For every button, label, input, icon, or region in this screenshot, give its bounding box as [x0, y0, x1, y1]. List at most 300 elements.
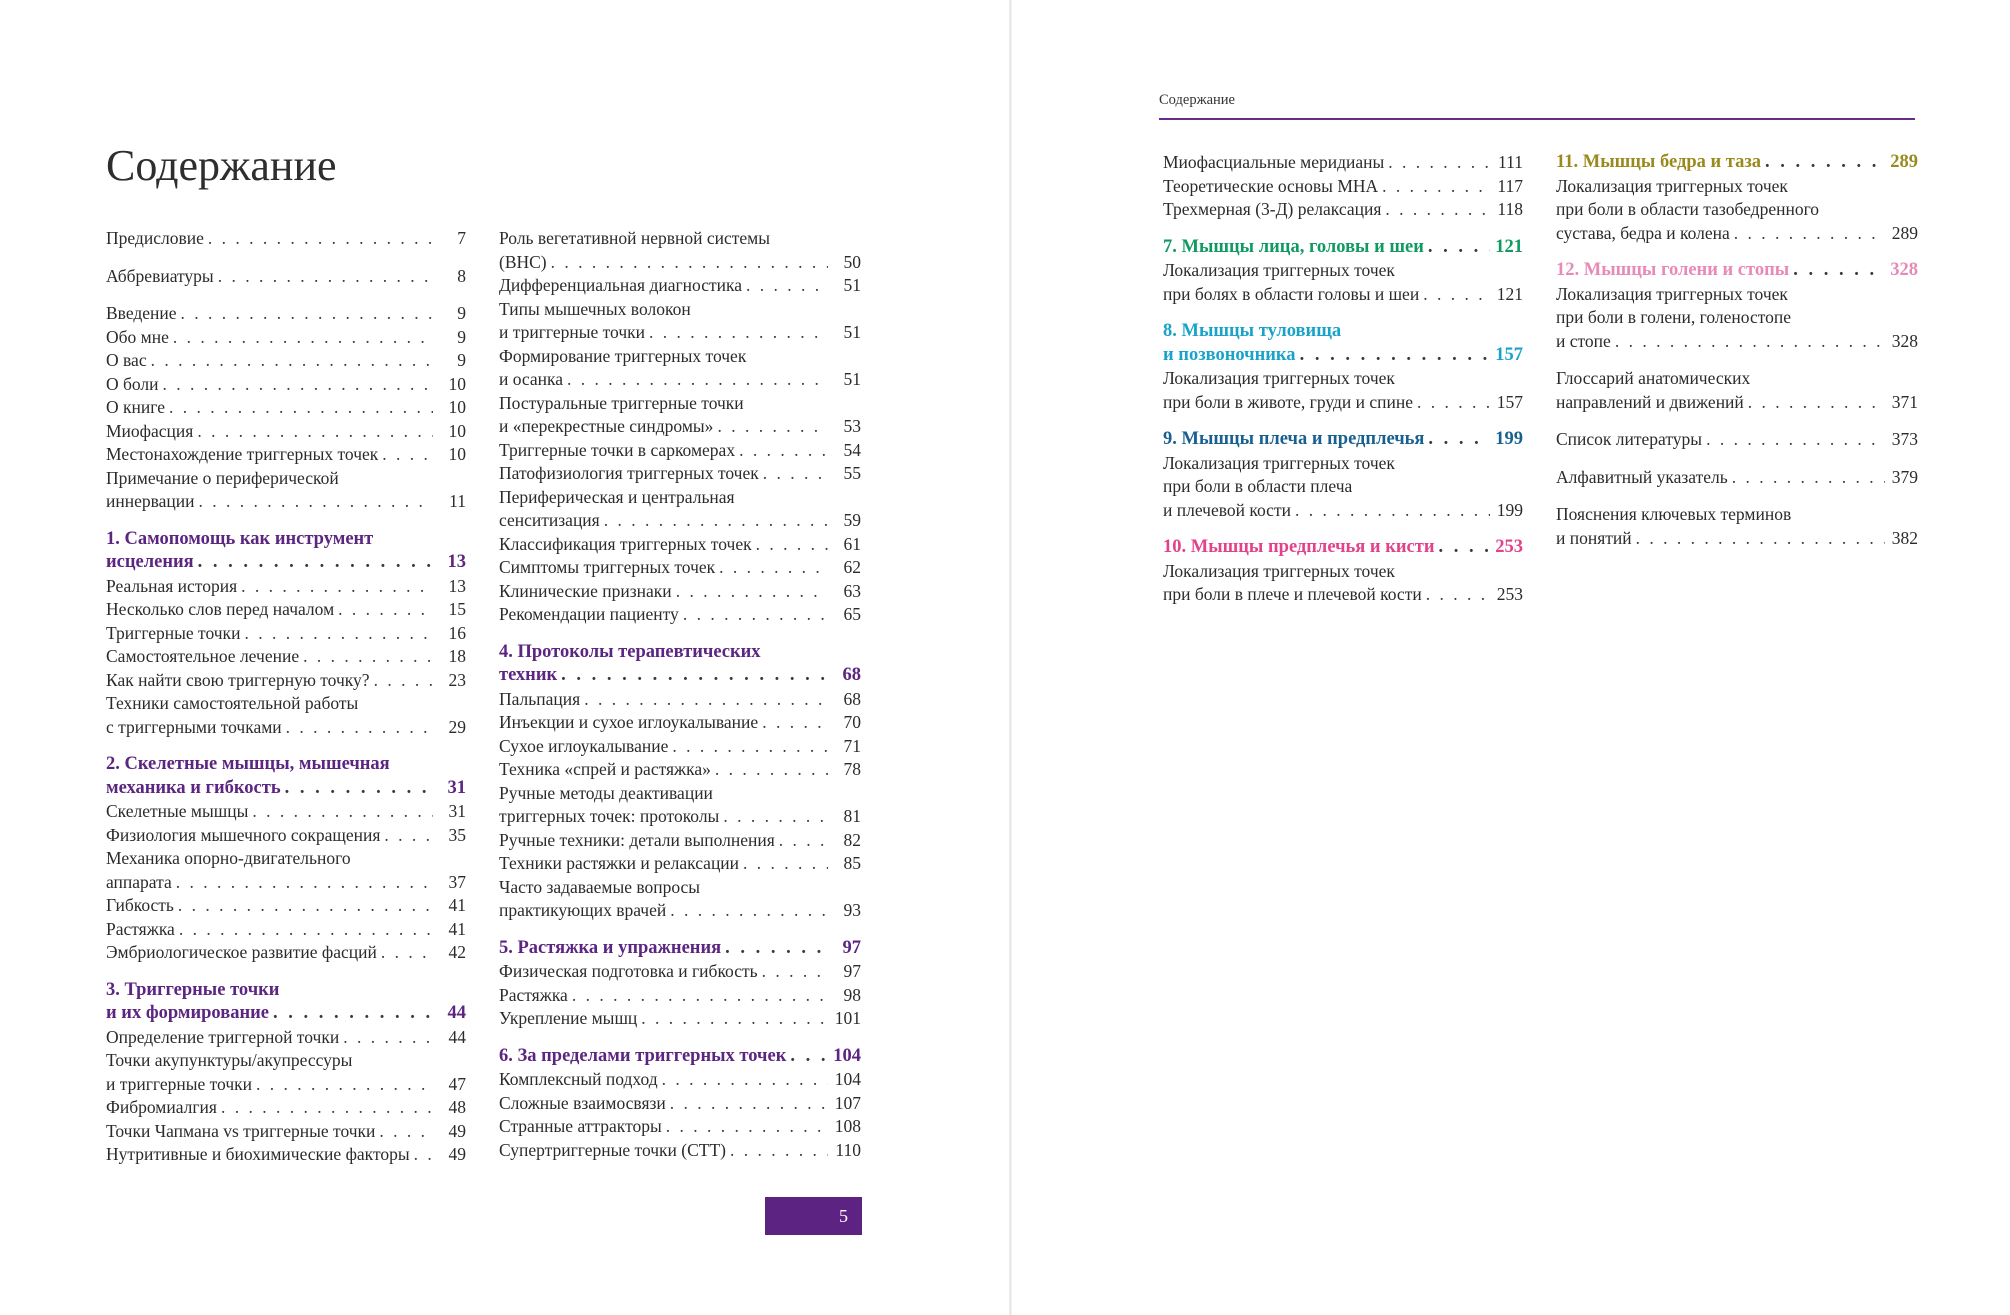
toc-entry-title-line: триггерных точек: протоколы	[499, 806, 720, 826]
toc-entry-title-line: и осанка	[499, 369, 564, 389]
toc-entry[interactable]	[106, 941, 466, 965]
toc-entry-row	[106, 227, 466, 251]
toc-page-number: 13	[448, 575, 466, 596]
toc-entry[interactable]	[1163, 452, 1523, 523]
dot-leader	[1428, 428, 1490, 452]
toc-entry-title-line: Локализация триггерных точек	[1163, 368, 1395, 388]
dot-leader	[572, 984, 828, 1008]
toc-page-number: 104	[834, 1069, 861, 1089]
toc-entry-row	[1556, 428, 1918, 452]
toc-entry-title-line: Сухое иглоукалывание	[499, 735, 669, 756]
toc-entry-title-line: Дифференциальная диагностика	[499, 275, 743, 295]
toc-entry[interactable]	[499, 1115, 861, 1139]
toc-entry[interactable]	[1163, 198, 1523, 222]
toc-entry-row	[499, 852, 861, 876]
toc-entry-row	[499, 415, 861, 439]
toc-entry-title-line: и триггерные точки	[106, 1073, 253, 1094]
toc-entry[interactable]	[1556, 283, 1918, 354]
toc-page-number: 9	[457, 350, 466, 370]
toc-entry-title-line: и «перекрестные синдромы»	[499, 416, 714, 436]
toc-entry-title-line: Реальная история	[106, 575, 238, 596]
toc-entry-row	[499, 439, 861, 463]
dot-leader	[338, 598, 433, 622]
toc-entry[interactable]	[106, 1096, 466, 1120]
dot-leader	[221, 1096, 433, 1120]
toc-page-number: 382	[1891, 527, 1918, 548]
toc-entry[interactable]	[499, 298, 861, 345]
dot-leader	[739, 439, 828, 463]
toc-entry-row	[106, 1002, 466, 1026]
toc-entry-row	[499, 251, 861, 275]
dot-leader	[1706, 428, 1885, 452]
dot-leader	[1417, 391, 1490, 415]
toc-entry-title-line: Предисловие	[106, 228, 204, 248]
toc-entry-title-line: Точки акупунктуры/акупрессуры	[106, 1050, 353, 1070]
toc-page-number: 63	[843, 580, 861, 601]
toc-page-number: 65	[843, 604, 861, 624]
toc-chapter-entry[interactable]	[1163, 536, 1523, 560]
toc-entry-row	[1163, 536, 1523, 560]
toc-entry-title-line: Комплексный подход	[499, 1069, 658, 1089]
toc-chapter-entry[interactable]	[499, 937, 861, 961]
toc-entry[interactable]	[499, 1068, 861, 1092]
toc-entry-title-line: Роль вегетативной нервной системы	[499, 228, 771, 248]
toc-entry-title-line: 10. Мышцы предплечья и кисти	[1163, 537, 1435, 557]
toc-entry-title-line: исцеления	[106, 552, 194, 572]
toc-entry-title-line: направлений и движений	[1556, 391, 1744, 412]
toc-entry[interactable]	[106, 847, 466, 894]
toc-page-number: 117	[1497, 175, 1523, 196]
toc-chapter-entry[interactable]	[1163, 236, 1523, 260]
toc-chapter-entry[interactable]	[1556, 151, 1918, 175]
toc-entry[interactable]	[499, 603, 861, 627]
toc-entry[interactable]	[499, 852, 861, 876]
toc-page-number: 78	[843, 759, 861, 779]
toc-entry-row	[1163, 583, 1523, 607]
toc-page-number: 108	[834, 1116, 861, 1136]
toc-page-number: 31	[448, 801, 466, 821]
toc-page-number: 289	[1891, 222, 1918, 243]
toc-entry[interactable]	[499, 1007, 861, 1031]
dot-leader	[676, 580, 828, 604]
toc-entry-row	[499, 711, 861, 735]
toc-entry-row	[499, 321, 861, 345]
running-header: Содержание	[1159, 92, 1235, 108]
dot-leader	[662, 1068, 828, 1092]
dot-leader	[725, 937, 828, 961]
dot-leader	[414, 1143, 433, 1167]
header-rule	[1159, 118, 1915, 120]
toc-page-number: 68	[842, 665, 861, 685]
dot-leader	[551, 251, 828, 275]
toc-page-number: 157	[1496, 391, 1523, 412]
toc-page-number: 110	[835, 1139, 861, 1160]
toc-page-number: 101	[834, 1008, 861, 1028]
toc-entry-title-line: 4. Протоколы терапевтических	[499, 641, 761, 662]
dot-leader	[181, 302, 433, 326]
toc-entry-title-line: и триггерные точки	[499, 322, 646, 342]
toc-entry[interactable]	[499, 782, 861, 829]
toc-entry-title-line: Скелетные мышцы	[106, 801, 249, 821]
dot-leader	[1615, 330, 1885, 354]
dot-leader	[197, 420, 433, 444]
toc-entry-row	[499, 899, 861, 923]
toc-entry[interactable]	[1163, 259, 1523, 306]
toc-entry[interactable]	[106, 302, 466, 326]
toc-entry-title-line: при болях в области головы и шеи	[1163, 283, 1420, 304]
toc-entry-row	[106, 396, 466, 420]
dot-leader	[173, 326, 433, 350]
dot-leader	[1748, 391, 1885, 415]
toc-entry-title-line: техник	[499, 665, 558, 685]
toc-page-number: 49	[448, 1120, 466, 1141]
toc-entry-row	[499, 1068, 861, 1092]
toc-entry[interactable]	[499, 580, 861, 604]
page-number	[765, 1197, 862, 1235]
toc-page-number: 97	[842, 937, 861, 958]
toc-entry[interactable]	[499, 462, 861, 486]
dot-leader	[756, 533, 828, 557]
page-number-text: 5	[839, 1205, 848, 1226]
toc-entry-row	[106, 645, 466, 669]
toc-entry-row	[106, 443, 466, 467]
dot-leader	[252, 800, 433, 824]
page-title: Содержание	[106, 141, 337, 190]
toc-entry[interactable]	[106, 467, 466, 514]
toc-entry-title-line: Миофасция	[106, 420, 194, 441]
toc-entry-row	[106, 1026, 466, 1050]
toc-page-number: 85	[843, 853, 861, 873]
toc-entry-title-line: Рекомендации пациенту	[499, 604, 679, 624]
toc-page-number: 121	[1496, 283, 1523, 304]
toc-entry[interactable]	[106, 692, 466, 739]
toc-entry-title-line: Гибкость	[106, 895, 174, 915]
toc-entry-title-line: Нутритивные и биохимические факторы	[106, 1144, 410, 1164]
dot-leader	[743, 852, 828, 876]
dot-leader	[218, 265, 433, 289]
toc-entry-row	[499, 805, 861, 829]
toc-chapter-entry[interactable]	[1163, 428, 1523, 452]
toc-entry[interactable]	[499, 984, 861, 1008]
toc-entry-title-line: Укрепление мышц	[499, 1008, 638, 1028]
toc-entry-row	[106, 490, 466, 514]
toc-page-number: 16	[448, 622, 466, 643]
toc-entry-row	[1163, 175, 1523, 199]
toc-entry-title-line: 11. Мышцы бедра и таза	[1556, 152, 1762, 172]
toc-page-number: 48	[448, 1097, 466, 1117]
toc-page-number: 41	[448, 918, 466, 939]
toc-entry[interactable]	[106, 265, 466, 289]
toc-entry-title-line: Растяжка	[106, 918, 175, 939]
toc-entry-row	[106, 918, 466, 942]
toc-entry[interactable]	[106, 326, 466, 350]
toc-entry-title-line: Инъекции и сухое иглоукалывание	[499, 712, 759, 732]
toc-page-number: 9	[457, 326, 466, 347]
toc-entry[interactable]	[1163, 367, 1523, 414]
toc-entry-title-line: Трехмерная (3-Д) релаксация	[1163, 199, 1382, 219]
toc-entry[interactable]	[106, 420, 466, 444]
toc-entry[interactable]	[106, 396, 466, 420]
toc-page-number: 82	[843, 829, 861, 850]
toc-entry-row	[1163, 344, 1523, 368]
toc-entry[interactable]	[499, 758, 861, 782]
toc-entry-row	[499, 509, 861, 533]
toc-entry-row	[106, 373, 466, 397]
toc-chapter-entry[interactable]	[499, 1045, 861, 1069]
dot-leader	[666, 1115, 828, 1139]
toc-entry-title-line: (ВНС)	[499, 251, 547, 272]
toc-entry-row	[106, 265, 466, 289]
toc-chapter-entry[interactable]	[1556, 259, 1918, 283]
toc-entry-title-line: Фибромиалгия	[106, 1097, 217, 1117]
toc-entry-title-line: Типы мышечных волокон	[499, 298, 691, 319]
toc-entry-row	[106, 669, 466, 693]
toc-entry-row	[499, 758, 861, 782]
toc-entry-row	[499, 556, 861, 580]
toc-entry-row	[499, 1115, 861, 1139]
toc-entry[interactable]	[106, 800, 466, 824]
dot-leader	[178, 894, 433, 918]
toc-page-number: 199	[1496, 499, 1523, 520]
toc-entry-title-line: Глоссарий анатомических	[1556, 368, 1751, 388]
dot-leader	[649, 321, 828, 345]
toc-entry-row	[106, 1120, 466, 1144]
toc-entry-title-line: Примечание о периферической	[106, 467, 339, 488]
toc-page-number: 51	[843, 369, 861, 389]
toc-page-number: 62	[843, 557, 861, 577]
toc-entry-title-line: Часто задаваемые вопросы	[499, 876, 701, 897]
toc-page-number: 47	[448, 1073, 466, 1094]
toc-entry[interactable]	[499, 1139, 861, 1163]
toc-entry[interactable]	[106, 443, 466, 467]
toc-entry[interactable]	[499, 533, 861, 557]
toc-entry-title-line: Теоретические основы МНА	[1163, 175, 1379, 196]
toc-entry-title-line: Ручные методы деактивации	[499, 782, 713, 803]
toc-chapter-entry[interactable]	[106, 979, 466, 1026]
toc-entry[interactable]	[499, 1092, 861, 1116]
toc-entry-row	[499, 603, 861, 627]
toc-page-number: 328	[1891, 330, 1918, 351]
toc-entry-row	[106, 349, 466, 373]
toc-entry[interactable]	[106, 575, 466, 599]
toc-entry-row	[499, 829, 861, 853]
toc-page-number: 253	[1495, 537, 1523, 557]
toc-entry[interactable]	[499, 439, 861, 463]
dot-leader	[1382, 175, 1490, 199]
toc-entry[interactable]	[106, 669, 466, 693]
toc-entry-title-line: Патофизиология триггерных точек	[499, 463, 759, 483]
toc-page-number: 13	[447, 552, 466, 572]
toc-entry-title-line: сустава, бедра и колена	[1556, 222, 1730, 243]
toc-page-number: 44	[448, 1026, 466, 1047]
toc-entry-title-line: с триггерными точками	[106, 716, 282, 737]
toc-chapter-entry[interactable]	[499, 641, 861, 688]
toc-entry-row	[106, 941, 466, 965]
toc-column-2	[499, 227, 861, 1162]
toc-chapter-entry[interactable]	[106, 753, 466, 800]
toc-entry[interactable]	[499, 227, 861, 274]
toc-entry[interactable]	[106, 1143, 466, 1167]
toc-entry-title-line: Симптомы триггерных точек	[499, 557, 716, 577]
toc-entry[interactable]	[1556, 428, 1918, 452]
toc-entry[interactable]	[1163, 175, 1523, 199]
toc-entry[interactable]	[499, 274, 861, 298]
dot-leader	[604, 509, 828, 533]
toc-entry-title-line: Аббревиатуры	[106, 265, 214, 286]
toc-page-number: 373	[1891, 429, 1918, 449]
toc-entry-row	[1556, 259, 1918, 283]
toc-entry[interactable]	[106, 1049, 466, 1096]
dot-leader	[723, 805, 828, 829]
toc-entry-row	[106, 575, 466, 599]
toc-page-number: 53	[843, 416, 861, 436]
toc-page-number: 199	[1495, 429, 1523, 449]
toc-entry-row	[1556, 527, 1918, 551]
toc-page-number: 9	[457, 303, 466, 323]
toc-page-number: 7	[457, 228, 466, 248]
toc-page-number: 93	[843, 900, 861, 920]
toc-entry[interactable]	[106, 824, 466, 848]
toc-entry[interactable]	[499, 345, 861, 392]
toc-entry-title-line: Обо мне	[106, 326, 169, 347]
dot-leader	[1734, 222, 1885, 246]
toc-entry-row	[499, 937, 861, 961]
toc-page-number: 54	[843, 439, 861, 460]
toc-page-number: 107	[834, 1092, 861, 1113]
toc-entry-title-line: Формирование триггерных точек	[499, 345, 747, 366]
toc-chapter-entry[interactable]	[1163, 320, 1523, 367]
toc-page-number: 379	[1891, 466, 1918, 487]
toc-page-number: 29	[448, 716, 466, 737]
dot-leader	[151, 349, 433, 373]
dot-leader	[567, 368, 828, 392]
dot-leader	[1426, 583, 1490, 607]
toc-entry-title-line: Локализация триггерных точек	[1556, 283, 1788, 304]
toc-entry-title-line: Классификация триггерных точек	[499, 533, 752, 554]
toc-page-number: 50	[843, 251, 861, 272]
toc-page-number: 289	[1890, 152, 1918, 172]
toc-entry-title-line: 8. Мышцы туловища	[1163, 321, 1342, 341]
toc-entry[interactable]	[106, 1026, 466, 1050]
dot-leader	[672, 735, 828, 759]
toc-entry-title-line: Странные аттракторы	[499, 1116, 662, 1136]
toc-entry[interactable]	[106, 645, 466, 669]
toc-entry[interactable]	[106, 598, 466, 622]
toc-entry-title-line: Сложные взаимосвязи	[499, 1092, 666, 1113]
toc-entry-title-line: 2. Скелетные мышцы, мышечная	[106, 754, 390, 774]
dot-leader	[169, 396, 433, 420]
toc-entry-title-line: и стопе	[1556, 330, 1611, 351]
toc-entry-row	[1556, 222, 1918, 246]
toc-entry[interactable]	[1556, 367, 1918, 414]
toc-entry[interactable]	[106, 349, 466, 373]
toc-entry-row	[499, 1139, 861, 1163]
toc-entry[interactable]	[499, 876, 861, 923]
toc-page-number: 157	[1495, 344, 1523, 365]
toc-page-number: 51	[843, 322, 861, 342]
toc-entry-row	[106, 777, 466, 801]
toc-page-number: 31	[447, 777, 466, 798]
dot-leader	[179, 918, 433, 942]
toc-entry-title-line: Периферическая и центральная	[499, 486, 735, 507]
toc-page-number: 59	[843, 510, 861, 530]
toc-entry[interactable]	[1556, 175, 1918, 246]
toc-page-number: 68	[843, 688, 861, 709]
toc-entry[interactable]	[106, 373, 466, 397]
toc-entry-title-line: аппарата	[106, 871, 172, 892]
toc-entry[interactable]	[106, 622, 466, 646]
toc-page-number: 15	[448, 599, 466, 619]
toc-page-number: 328	[1890, 260, 1918, 280]
dot-leader	[163, 373, 433, 397]
toc-entry[interactable]	[499, 486, 861, 533]
toc-entry[interactable]	[499, 392, 861, 439]
toc-entry[interactable]	[106, 227, 466, 251]
toc-entry[interactable]	[499, 688, 861, 712]
dot-leader	[1438, 536, 1490, 560]
toc-entry-title-line: Техники самостоятельной работы	[106, 693, 359, 713]
toc-page-number: 118	[1497, 199, 1523, 219]
toc-entry[interactable]	[106, 894, 466, 918]
toc-entry-title-line: Локализация триггерных точек	[1163, 560, 1395, 581]
toc-page-number: 97	[843, 961, 861, 981]
toc-entry[interactable]	[1163, 560, 1523, 607]
toc-entry-title-line: иннервации	[106, 491, 195, 511]
toc-page-number: 10	[448, 397, 466, 417]
toc-column-4	[1556, 151, 1918, 550]
toc-entry-row	[106, 1096, 466, 1120]
toc-entry-title-line: Точки Чапмана vs триггерные точки	[106, 1120, 376, 1141]
toc-entry[interactable]	[1556, 466, 1918, 490]
dot-leader	[198, 551, 433, 575]
dot-leader	[241, 575, 433, 599]
toc-entry-row	[1556, 330, 1918, 354]
toc-entry-title-line: 9. Мышцы плеча и предплечья	[1163, 429, 1425, 449]
toc-page-number: 10	[448, 444, 466, 464]
toc-entry-title-line: сенситизация	[499, 510, 600, 530]
toc-entry-row	[106, 598, 466, 622]
toc-entry[interactable]	[1556, 503, 1918, 550]
toc-entry-row	[1556, 391, 1918, 415]
toc-entry[interactable]	[106, 1120, 466, 1144]
dot-leader	[1300, 344, 1490, 368]
dot-leader	[1388, 151, 1490, 175]
toc-chapter-entry[interactable]	[106, 528, 466, 575]
toc-entry-title-line: Физическая подготовка и гибкость	[499, 961, 758, 981]
toc-entry[interactable]	[499, 711, 861, 735]
toc-entry[interactable]	[499, 556, 861, 580]
toc-entry[interactable]	[499, 960, 861, 984]
dot-leader	[384, 824, 433, 848]
toc-entry-title-line: 5. Растяжка и упражнения	[499, 937, 722, 958]
toc-entry[interactable]	[499, 829, 861, 853]
toc-entry-row	[499, 960, 861, 984]
dot-leader	[763, 462, 828, 486]
toc-entry[interactable]	[1163, 151, 1523, 175]
toc-page-number: 70	[843, 712, 861, 732]
dot-leader	[779, 829, 828, 853]
toc-entry[interactable]	[106, 918, 466, 942]
toc-page-number: 371	[1891, 391, 1918, 412]
toc-entry-row	[499, 664, 861, 688]
toc-entry[interactable]	[499, 735, 861, 759]
dot-leader	[374, 669, 433, 693]
toc-page-number: 51	[843, 275, 861, 295]
toc-entry-title-line: механика и гибкость	[106, 777, 281, 798]
toc-page-number: 10	[448, 420, 466, 441]
dot-leader	[285, 777, 433, 801]
toc-entry-row	[499, 533, 861, 557]
